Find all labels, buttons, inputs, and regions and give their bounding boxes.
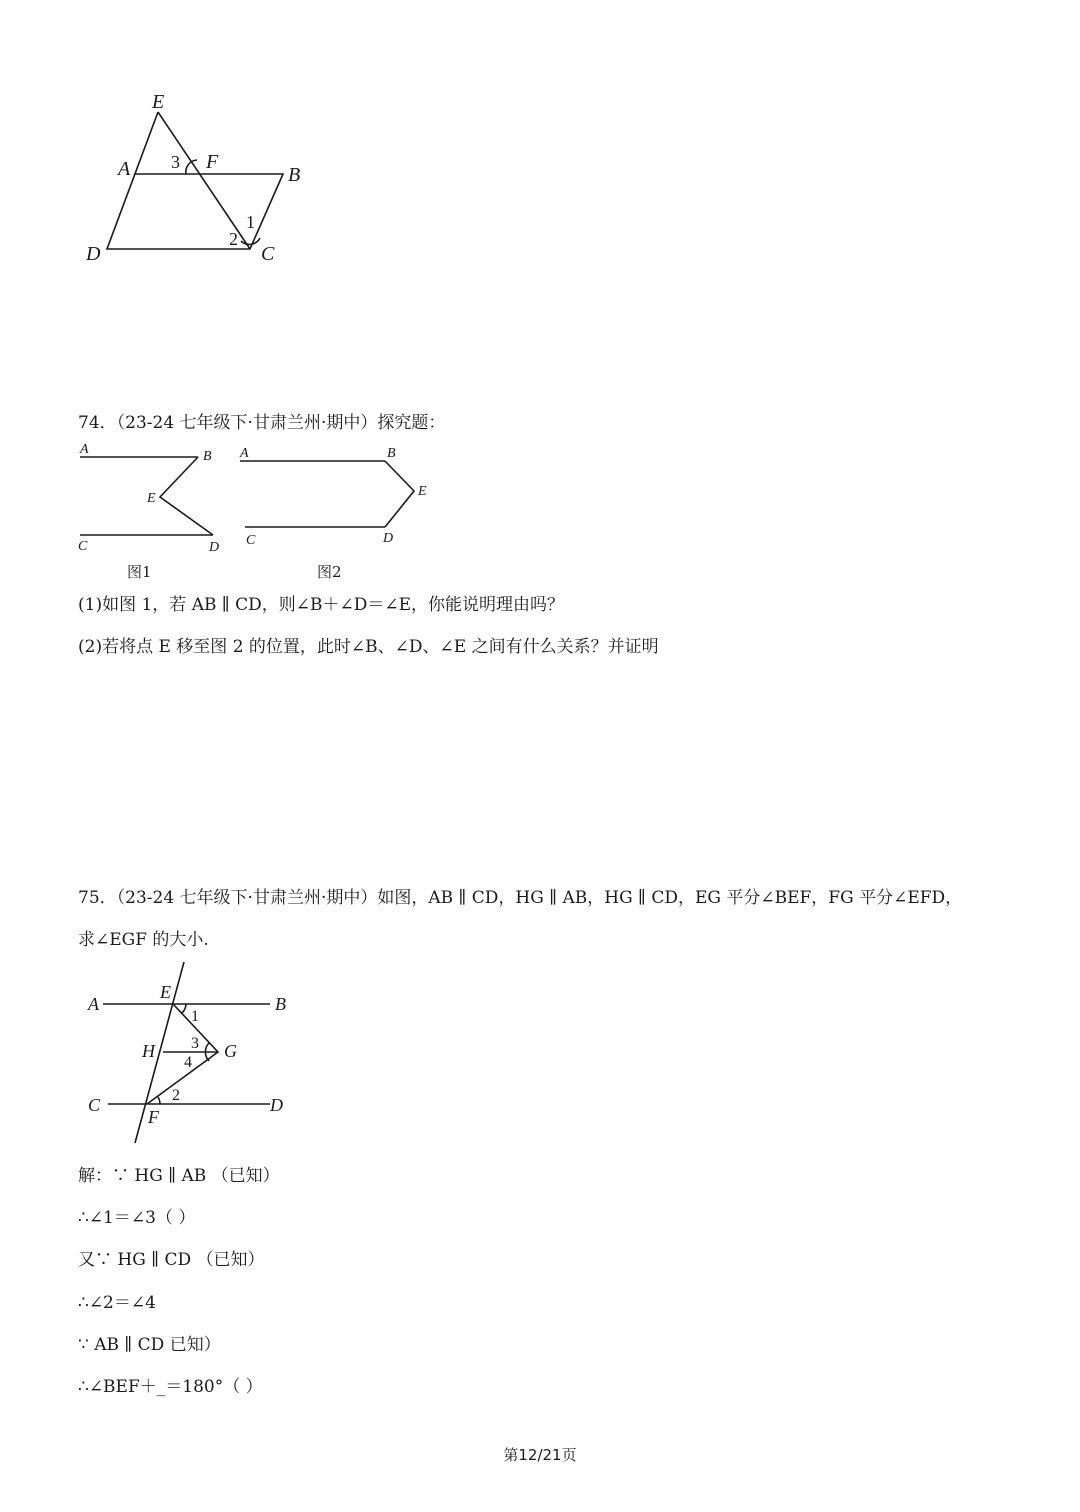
q75-line1: 75．（23-24 七年级下·甘肃兰州·期中）如图，AB ∥ CD，HG ∥ AB，HG ∥ CD，EG 平分∠BEF，FG 平分∠EFD， (78, 888, 963, 908)
label-B: B (288, 164, 301, 186)
q75-solution-line: 又∵ HG ∥ CD （已知） (78, 1250, 265, 1270)
label-2: 2 (229, 229, 238, 249)
label-D: D (86, 243, 101, 265)
fig2-label-E: E (418, 484, 427, 499)
q75-line2: 求∠EGF 的大小. (78, 930, 209, 950)
fig-label-4: 4 (184, 1054, 192, 1071)
fig-label-2: 2 (172, 1087, 180, 1104)
line-egf (147, 1004, 218, 1104)
fig2-label-B: B (387, 446, 396, 461)
fig-label-1: 1 (191, 1008, 199, 1025)
fig-label-E: E (160, 982, 171, 1002)
label-A: A (118, 158, 131, 180)
q74-part2: (2)若将点 E 移至图 2 的位置，此时∠B、∠D、∠E 之间有什么关系？并证明 (78, 637, 659, 657)
arc-1 (182, 1004, 186, 1013)
q75-solution-line: ∴∠2＝∠4 (78, 1293, 156, 1313)
q75-solution-line: ∵ AB ∥ CD 已知） (78, 1335, 221, 1355)
fig1-caption: 图1 (127, 563, 152, 581)
fig-label-A: A (88, 994, 99, 1014)
label-1: 1 (246, 212, 255, 232)
fig2-label-C: C (246, 533, 256, 548)
label-E: E (152, 91, 165, 113)
label-F: F (206, 151, 219, 173)
q74-header: 74．（23-24 七年级下·甘肃兰州·期中）探究题： (78, 413, 446, 433)
fig-label-B: B (275, 994, 286, 1014)
label-C: C (261, 243, 275, 265)
fig1-label-E: E (147, 491, 156, 506)
fig-label-C: C (88, 1095, 101, 1115)
fig1-label-C: C (78, 539, 88, 554)
fig2-caption: 图2 (317, 563, 342, 581)
fig-label-G: G (224, 1041, 237, 1061)
fig1-label-B: B (203, 449, 212, 464)
fig-label-3: 3 (191, 1035, 199, 1052)
q75-solution-line: ∴∠1＝∠3（ ） (78, 1208, 196, 1228)
q75-solution-line: ∴∠BEF＋_＝180°（ ） (78, 1377, 263, 1397)
page-number: 第12/21页 (503, 1446, 577, 1464)
fig-label-H: H (142, 1041, 155, 1061)
label-3: 3 (171, 152, 180, 172)
q75-solution-line: 解：∵ HG ∥ AB （已知） (78, 1166, 280, 1186)
fig-label-D: D (270, 1095, 283, 1115)
q74-part1: (1)如图 1，若 AB ∥ CD，则∠B＋∠D＝∠E，你能说明理由吗？ (78, 595, 565, 615)
fig1-label-D: D (209, 540, 220, 555)
fig-label-F: F (148, 1107, 159, 1127)
arc-2 (158, 1097, 160, 1104)
fig2-label-D: D (383, 531, 394, 546)
fig1-label-A: A (80, 442, 89, 457)
fig2-label-A: A (240, 446, 249, 461)
q75-figure (0, 0, 320, 1150)
